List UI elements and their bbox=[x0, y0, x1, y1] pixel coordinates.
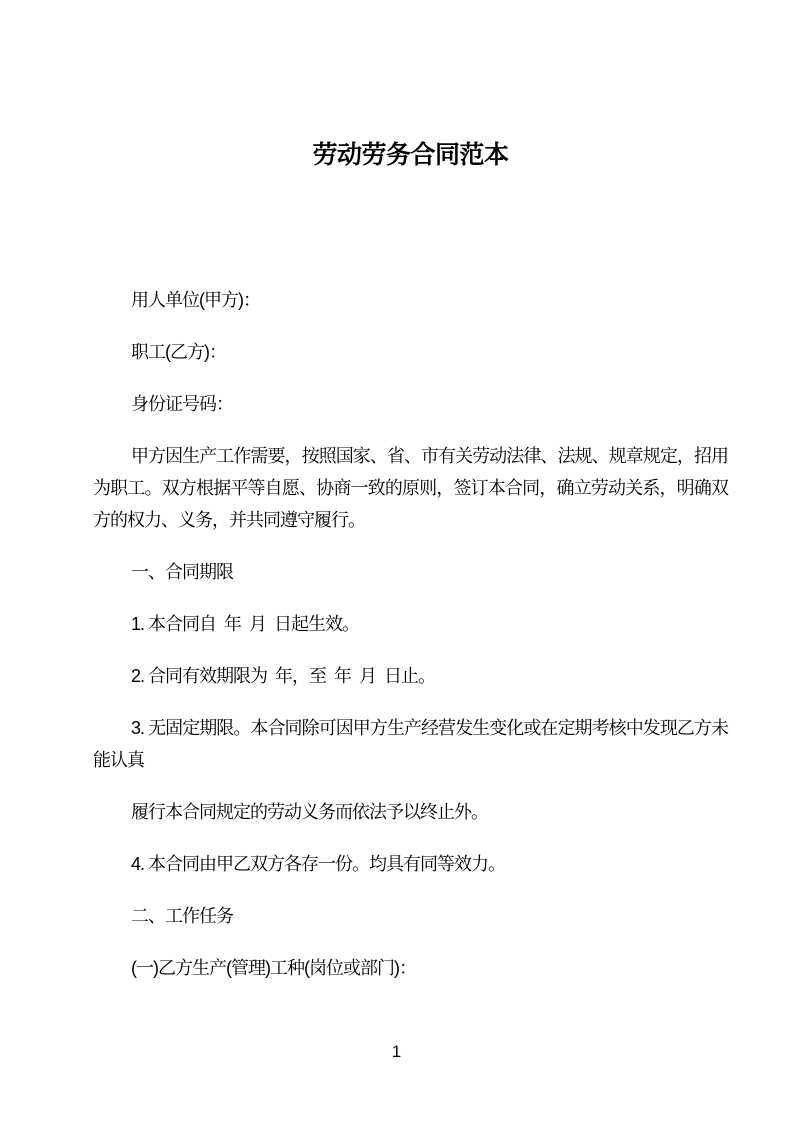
page-number: 1 bbox=[391, 1042, 402, 1061]
clause-1-2: 2. 合同有效期限为 年，至 年 月 日止。 bbox=[131, 666, 436, 686]
clause-2-1: (一)乙方生产(管理)工种(岗位或部门)： bbox=[131, 958, 416, 978]
preamble: 甲方因生产工作需要，按照国家、省、市有关劳动法律、法规、规章规定，招用为职工。双方根据平等自愿、协商一致的原则，签订本合同，确立劳动关系，明确双方的权力、义务，并共同遵守履行。 bbox=[93, 446, 728, 530]
clause-1-3-cont: 履行本合同规定的劳动义务而依法予以终止外。 bbox=[131, 802, 488, 822]
party-a-line: 用人单位(甲方)： bbox=[131, 290, 260, 310]
clause-1-3: 3. 无固定期限。本合同除可因甲方生产经营发生变化或在定期考核中发现乙方未能认真 bbox=[93, 718, 728, 770]
clause-1-4: 4. 本合同由甲乙双方各存一份。均具有同等效力。 bbox=[131, 854, 506, 874]
document-title: 劳动劳务合同范本 bbox=[312, 141, 509, 169]
clause-1-1: 1. 本合同自 年 月 日起生效。 bbox=[131, 614, 360, 634]
party-b-line: 职工(乙方)： bbox=[131, 342, 226, 362]
section-1-heading: 一、合同期限 bbox=[131, 562, 233, 582]
id-number-line: 身份证号码： bbox=[131, 394, 233, 414]
section-2-heading: 二、工作任务 bbox=[131, 906, 233, 926]
